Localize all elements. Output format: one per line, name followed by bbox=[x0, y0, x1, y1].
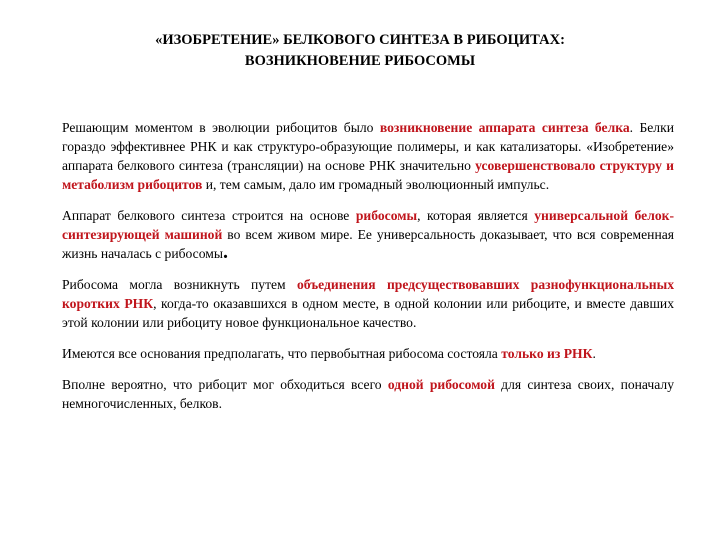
paragraph-5 bbox=[62, 375, 674, 413]
text-run: . bbox=[222, 241, 228, 263]
slide-body bbox=[62, 118, 674, 425]
text-run: Вполне вероятно, что рибоцит мог обходиться всего bbox=[62, 377, 388, 392]
paragraph-2 bbox=[62, 206, 674, 263]
text-run: для синтеза своих, поначалу немногочисленных, белков. bbox=[62, 377, 674, 411]
title-line-2: ВОЗНИКНОВЕНИЕ РИБОСОМЫ bbox=[244, 53, 476, 69]
highlight-run: только из РНК bbox=[501, 346, 593, 361]
highlight-run: рибосомы bbox=[355, 208, 418, 223]
text-run: Аппарат белкового синтеза строится на основе bbox=[62, 208, 356, 223]
text-run: . Белки гораздо эффективнее РНК и как структуро-образующие полимеры, и как катализаторы. «Изобретение» аппарата белкового синтеза (трансляции) на основе РНК значительно bbox=[62, 120, 674, 173]
text-run: , когда-то оказавшихся в одном месте, в одной колонии или рибоците, и вместе давших этой колонии или рибоциту новое функциональное качество. bbox=[62, 296, 674, 330]
text-run: , которая является bbox=[417, 208, 535, 223]
text-run: Рибосома могла возникнуть путем bbox=[62, 277, 297, 292]
highlight-run: усовершенствовало структуру и метаболизм рибоцитов bbox=[62, 158, 674, 192]
title-line-1: «ИЗОБРЕТЕНИЕ» БЕЛКОВОГО СИНТЕЗА В РИБОЦИТАХ: bbox=[155, 32, 565, 48]
paragraph-4 bbox=[62, 344, 674, 363]
text-run: Решающим моментом в эволюции рибоцитов было bbox=[62, 120, 380, 135]
paragraph-1 bbox=[62, 118, 674, 194]
slide-title bbox=[40, 30, 680, 72]
highlight-run: объединения предсуществовавших разнофункциональных коротких РНК bbox=[62, 277, 674, 311]
highlight-run: одной рибосомой bbox=[387, 377, 495, 392]
highlight-run: возникновение аппарата синтеза белка bbox=[379, 120, 630, 135]
text-run: во всем живом мире. Ее универсальность доказывает, что вся современная жизнь началась с рибосомы bbox=[62, 227, 675, 261]
text-run: . bbox=[592, 346, 596, 361]
paragraph-3 bbox=[62, 275, 674, 332]
highlight-run: универсальной белок-синтезирующей машиной bbox=[62, 208, 674, 242]
text-run: и, тем самым, дало им громадный эволюционный импульс. bbox=[202, 177, 550, 192]
text-run: Имеются все основания предполагать, что первобытная рибосома состояла bbox=[62, 346, 502, 361]
